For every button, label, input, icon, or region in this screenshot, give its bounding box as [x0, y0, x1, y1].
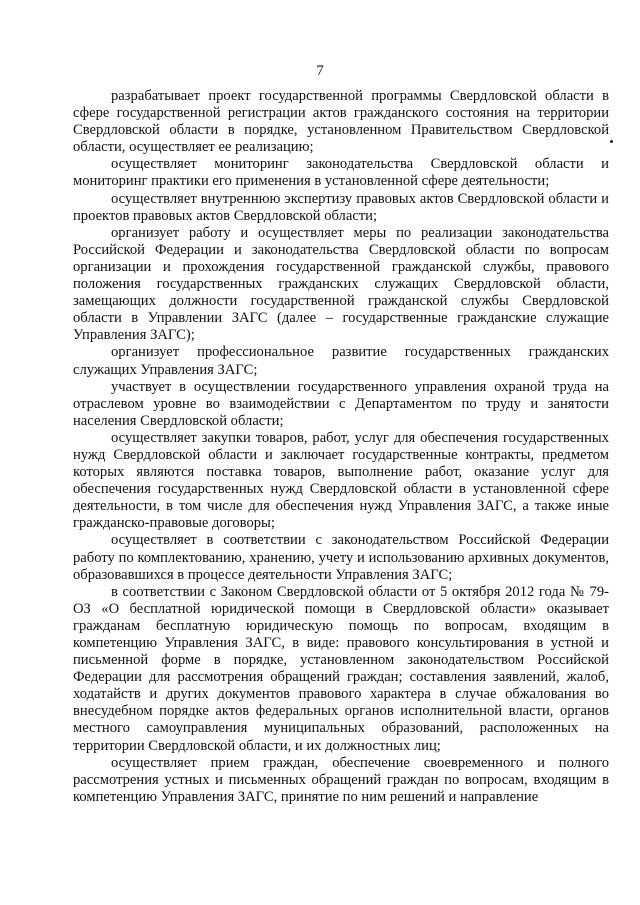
paragraph-professional-development: организует профессиональное развитие государственных гражданских служащих Управления ЗАГС; [73, 344, 609, 378]
paragraph-citizen-reception: осуществляет прием граждан, обеспечение своевременного и полного рассмотрения устных и письменных обращений граждан по вопросам, входящим в компетенцию Управления ЗАГС, принятие по ним решений и направление [73, 754, 609, 805]
page-number: 7 [316, 63, 324, 79]
document-body [73, 88, 609, 806]
scan-speck [610, 140, 613, 143]
paragraph-state-program: разрабатывает проект государственной программы Свердловской области в сфере государственной регистрации актов гражданского состояния на территории Свердловской области в порядке, установленном Правительством Свердловской области, осуществляет ее реализацию; [73, 88, 609, 156]
paragraph-civil-service: организует работу и осуществляет меры по реализации законодательства Российской Федерации и законодательства Свердловской области по вопросам организации и прохождения государственной гражданской службы, правового положения государственных гражданских служащих Свердловской области, замещающих должности государственной гражданской службы Свердловской области в Управлении ЗАГС (далее – государственные гражданские служащие Управления ЗАГС); [73, 224, 609, 344]
paragraph-labor-protection: участвует в осуществлении государственного управления охраной труда на отраслевом уровне во взаимодействии с Департаментом по труду и занятости населения Свердловской области; [73, 378, 609, 429]
paragraph-legislation-monitoring: осуществляет мониторинг законодательства Свердловской области и мониторинг практики его применения в установленной сфере деятельности; [73, 156, 609, 190]
paragraph-legal-aid: в соответствии с Законом Свердловской области от 5 октября 2012 года № 79-ОЗ «О бесплатной юридической помощи в Свердловской области» оказывает гражданам бесплатную юридическую помощь по вопросам, входящим в компетенцию Управления ЗАГС, в виде: правового консультирования в устной и письменной форме в порядке, установленном законодательством Российской Федерации для рассмотрения обращений граждан; составления заявлений, жалоб, ходатайств и других документов правового характера в случае обжалования во внесудебном порядке актов федеральных органов исполнительной власти, органов местного самоуправления муниципальных образований, расположенных на территории Свердловской области, и их должностных лиц; [73, 583, 609, 754]
paragraph-procurement: осуществляет закупки товаров, работ, услуг для обеспечения государственных нужд Свердловской области и заключает государственные контракты, предметом которых являются поставка товаров, выполнение работ, оказание услуг для обеспечения государственных нужд Свердловской области в установленной сфере деятельности, в том числе для обеспечения нужд Управления ЗАГС, а также иные гражданско-правовые договоры; [73, 429, 609, 532]
paragraph-archives: осуществляет в соответствии с законодательством Российской Федерации работу по комплектованию, хранению, учету и использованию архивных документов, образовавшихся в процессе деятельности Управления ЗАГС; [73, 532, 609, 583]
paragraph-legal-expertise: осуществляет внутреннюю экспертизу правовых актов Свердловской области и проектов правовых актов Свердловской области; [73, 190, 609, 224]
